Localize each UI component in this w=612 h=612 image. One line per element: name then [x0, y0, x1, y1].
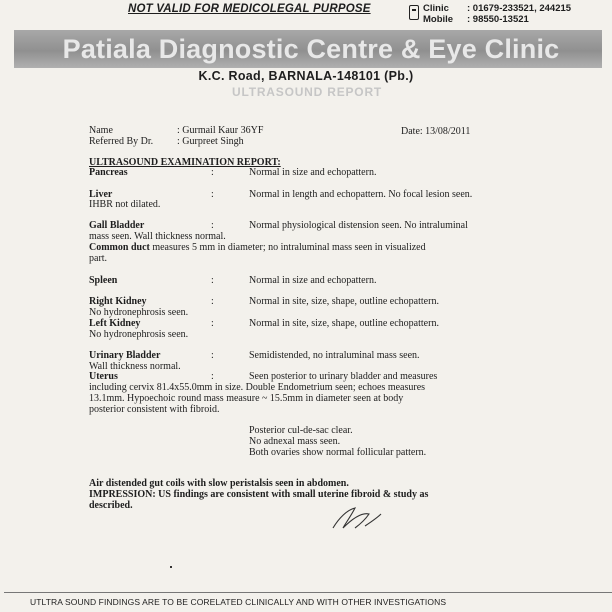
gall-bladder-text-2: mass seen. Wall thickness normal.	[89, 231, 226, 242]
left-kidney-colon: :	[211, 318, 214, 329]
uterus-text-4: posterior consistent with fibroid.	[89, 404, 220, 415]
urinary-bladder-text-2: Wall thickness normal.	[89, 361, 181, 372]
ink-dot	[170, 566, 172, 568]
spleen-text: Normal in size and echopattern.	[249, 275, 377, 286]
clinic-phone: : 01679-233521, 244215	[467, 3, 572, 14]
report-title: ULTRASOUND REPORT	[232, 85, 383, 99]
centre-address: K.C. Road, BARNALA-148101 (Pb.)	[198, 69, 414, 83]
spleen-colon: :	[211, 275, 214, 286]
footer-note: UTLTRA SOUND FINDINGS ARE TO BE CORELATED CLINICALLY AND WITH OTHER INVESTIGATIONS	[30, 597, 447, 607]
finding-adnexal: No adnexal mass seen.	[249, 436, 341, 447]
clinic-label: Clinic	[423, 3, 449, 14]
pancreas-label: Pancreas	[89, 167, 128, 178]
liver-colon: :	[211, 189, 214, 200]
report-heading: ULTRASOUND EXAMINATION REPORT:	[89, 157, 281, 168]
common-duct-text: measures 5 mm in diameter; no intraluminal mass seen in visualized	[149, 242, 426, 253]
right-kidney-colon: :	[211, 296, 214, 307]
footer-divider	[4, 592, 612, 593]
urinary-bladder-label: Urinary Bladder	[89, 350, 161, 361]
right-kidney-text: Normal in site, size, shape, outline echopattern.	[249, 296, 439, 307]
not-valid-notice: NOT VALID FOR MEDICOLEGAL PURPOSE	[128, 3, 371, 15]
finding-cul-de-sac: Posterior cul-de-sac clear.	[249, 425, 353, 436]
right-kidney-label: Right Kidney	[89, 296, 147, 307]
liver-text-2: IHBR not dilated.	[89, 199, 161, 210]
spleen-label: Spleen	[89, 275, 118, 286]
gall-bladder-text: Normal physiological distension seen. No intraluminal	[249, 220, 468, 231]
centre-name: Patiala Diagnostic Centre & Eye Clinic	[62, 34, 560, 64]
common-duct-text-2: part.	[89, 253, 108, 264]
uterus-label: Uterus	[89, 371, 118, 382]
report-date: Date: 13/08/2011	[401, 126, 471, 137]
signature-image	[325, 500, 385, 535]
uterus-text: Seen posterior to urinary bladder and measures	[249, 371, 438, 382]
urinary-bladder-text: Semidistended, no intraluminal mass seen.	[249, 350, 420, 361]
gut-finding: Air distended gut coils with slow peristalsis seen in abdomen.	[89, 478, 349, 489]
uterus-text-3: 13.1mm. Hypoechoic round mass measure ~ 15.5mm in diameter seen at body	[89, 393, 404, 404]
left-kidney-text: Normal in site, size, shape, outline echopattern.	[249, 318, 439, 329]
mobile-label: Mobile	[423, 14, 454, 25]
mobile-phone: : 98550-13521	[467, 14, 529, 25]
referred-doctor: : Gurpreet Singh	[177, 136, 244, 147]
common-duct-label: Common duct	[89, 242, 150, 253]
patient-name: : Gurmail Kaur 36YF	[177, 125, 264, 136]
referred-label: Referred By Dr.	[89, 136, 154, 147]
liver-text: Normal in length and echopattern. No focal lesion seen.	[249, 189, 473, 200]
urinary-bladder-colon: :	[211, 350, 214, 361]
gall-bladder-label: Gall Bladder	[89, 220, 145, 231]
name-label: Name	[89, 125, 113, 136]
right-kidney-text-2: No hydronephrosis seen.	[89, 307, 189, 318]
common-duct-line	[89, 242, 426, 253]
phone-icon	[409, 5, 419, 20]
contact-block	[423, 3, 571, 25]
impression-2: described.	[89, 500, 133, 511]
finding-ovaries: Both ovaries show normal follicular pattern.	[249, 447, 427, 458]
uterus-text-2: including cervix 81.4x55.0mm in size. Double Endometrium seen; echoes measures	[89, 382, 426, 393]
impression: IMPRESSION: US findings are consistent with small uterine fibroid & study as	[89, 489, 429, 500]
pancreas-text: Normal in size and echopattern.	[249, 167, 377, 178]
left-kidney-text-2: No hydronephrosis seen.	[89, 329, 189, 340]
left-kidney-label: Left Kidney	[89, 318, 141, 329]
liver-label: Liver	[89, 189, 113, 200]
pancreas-colon: :	[211, 167, 214, 178]
uterus-colon: :	[211, 371, 214, 382]
gall-bladder-colon: :	[211, 220, 214, 231]
